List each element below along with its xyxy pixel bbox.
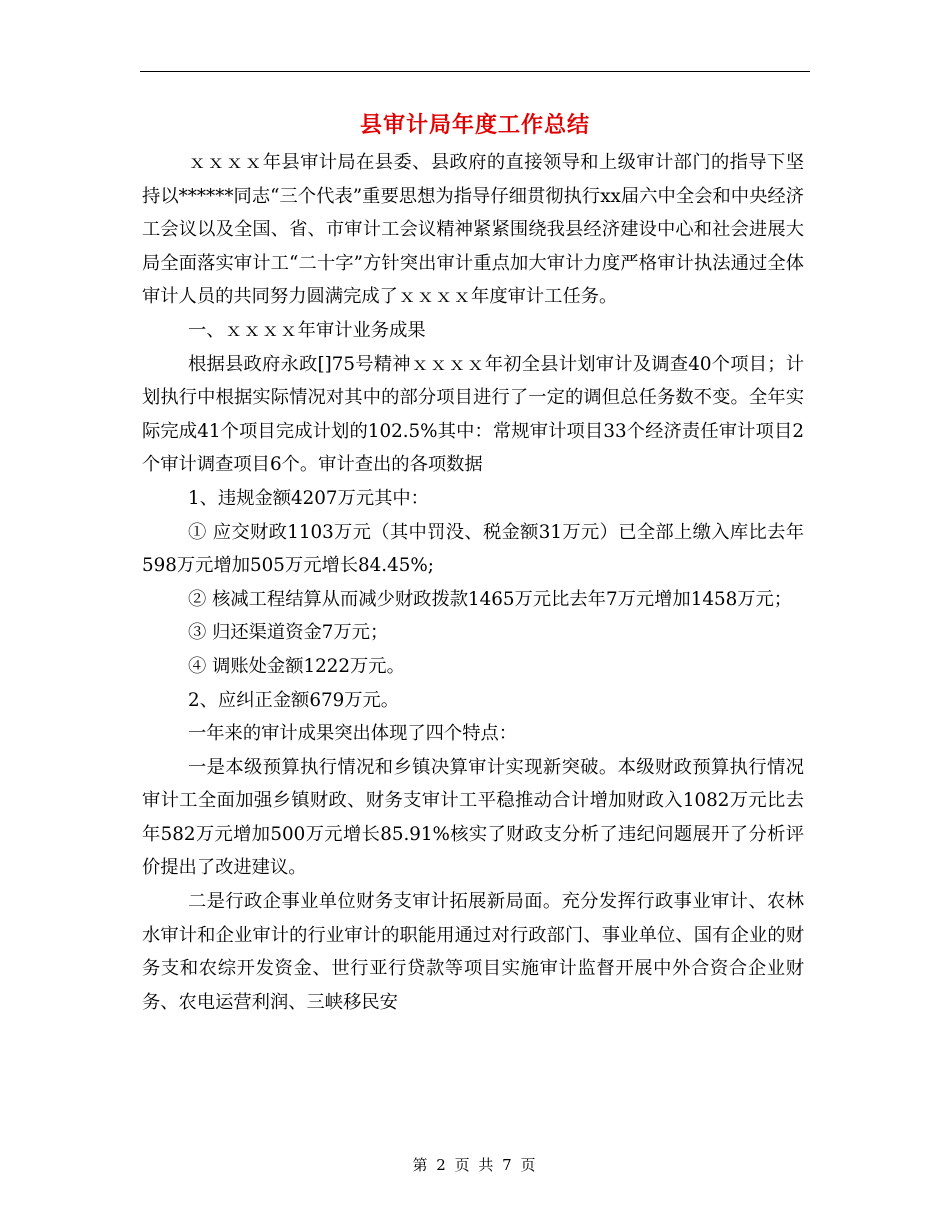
document-title: 县审计局年度工作总结 [359, 112, 590, 138]
document-body [142, 146, 804, 1019]
paragraph-intro: ｘｘｘｘ年县审计局在县委、县政府的直接领导和上级审计部门的指导下坚持以******同志“三个代表”重要思想为指导仔细贯彻执行xx届六中全会和中央经济工会议以及全国、省、市审计工会议精神紧紧围绕我县经济建设中心和社会进展大局全面落实审计工“二十字”方针突出审计重点加大审计力度严格审计执法通过全体审计人员的共同努力圆满完成了ｘｘｘｘ年度审计工任务。 [142, 152, 804, 308]
header-rule [140, 71, 810, 72]
subitem-2: ② 核减工程结算从而减少财政拨款1465万元比去年7万元增加1458万元； [188, 588, 793, 610]
paragraph-features-intro: 一年来的审计成果突出体现了四个特点： [188, 723, 518, 745]
paragraph-plan: 根据县政府永政[]75号精神ｘｘｘｘ年初全县计划审计及调查40个项目；计划执行中根据实际情况对其中的部分项目进行了一定的调但总任务数不变。全年实际完成41个项目完成计划的102.5%其中：常规审计项目33个经济责任审计项目2个审计调查项目6个。审计查出的各项数据 [142, 353, 804, 476]
subitem-1: ① 应交财政1103万元（其中罚没、税金额31万元）已全部上缴入库比去年598万元增加505万元增长84.45%; [142, 521, 804, 577]
page-number: 第 2 页 共 7 页 [412, 1156, 538, 1174]
subitem-4: ④ 调账处金额1222万元。 [188, 655, 405, 677]
item-violation-amount: 1、违规金额4207万元其中： [188, 487, 429, 509]
paragraph-feature-2: 二是行政企事业单位财务支审计拓展新局面。充分发挥行政事业审计、农林水审计和企业审计的行业审计的职能用通过对行政部门、事业单位、国有企业的财务支和农综开发资金、世行亚行贷款等项目实施审计监督开展中外合资合企业财务、农电运营利润、三峡移民安 [142, 891, 804, 1013]
paragraph-feature-1: 一是本级预算执行情况和乡镇决算审计实现新突破。本级财政预算执行情况审计工全面加强乡镇财政、财务支审计工平稳推动合计增加财政入1082万元比去年582万元增加500万元增长85.91%核实了财政支分析了违纪问题展开了分析评价提出了改进建议。 [142, 756, 804, 879]
section-heading-1: 一、ｘｘｘｘ年审计业务成果 [188, 319, 426, 341]
subitem-3: ③ 归还渠道资金7万元； [188, 622, 389, 644]
item-correction-amount: 2、应纠正金额679万元。 [188, 689, 400, 711]
